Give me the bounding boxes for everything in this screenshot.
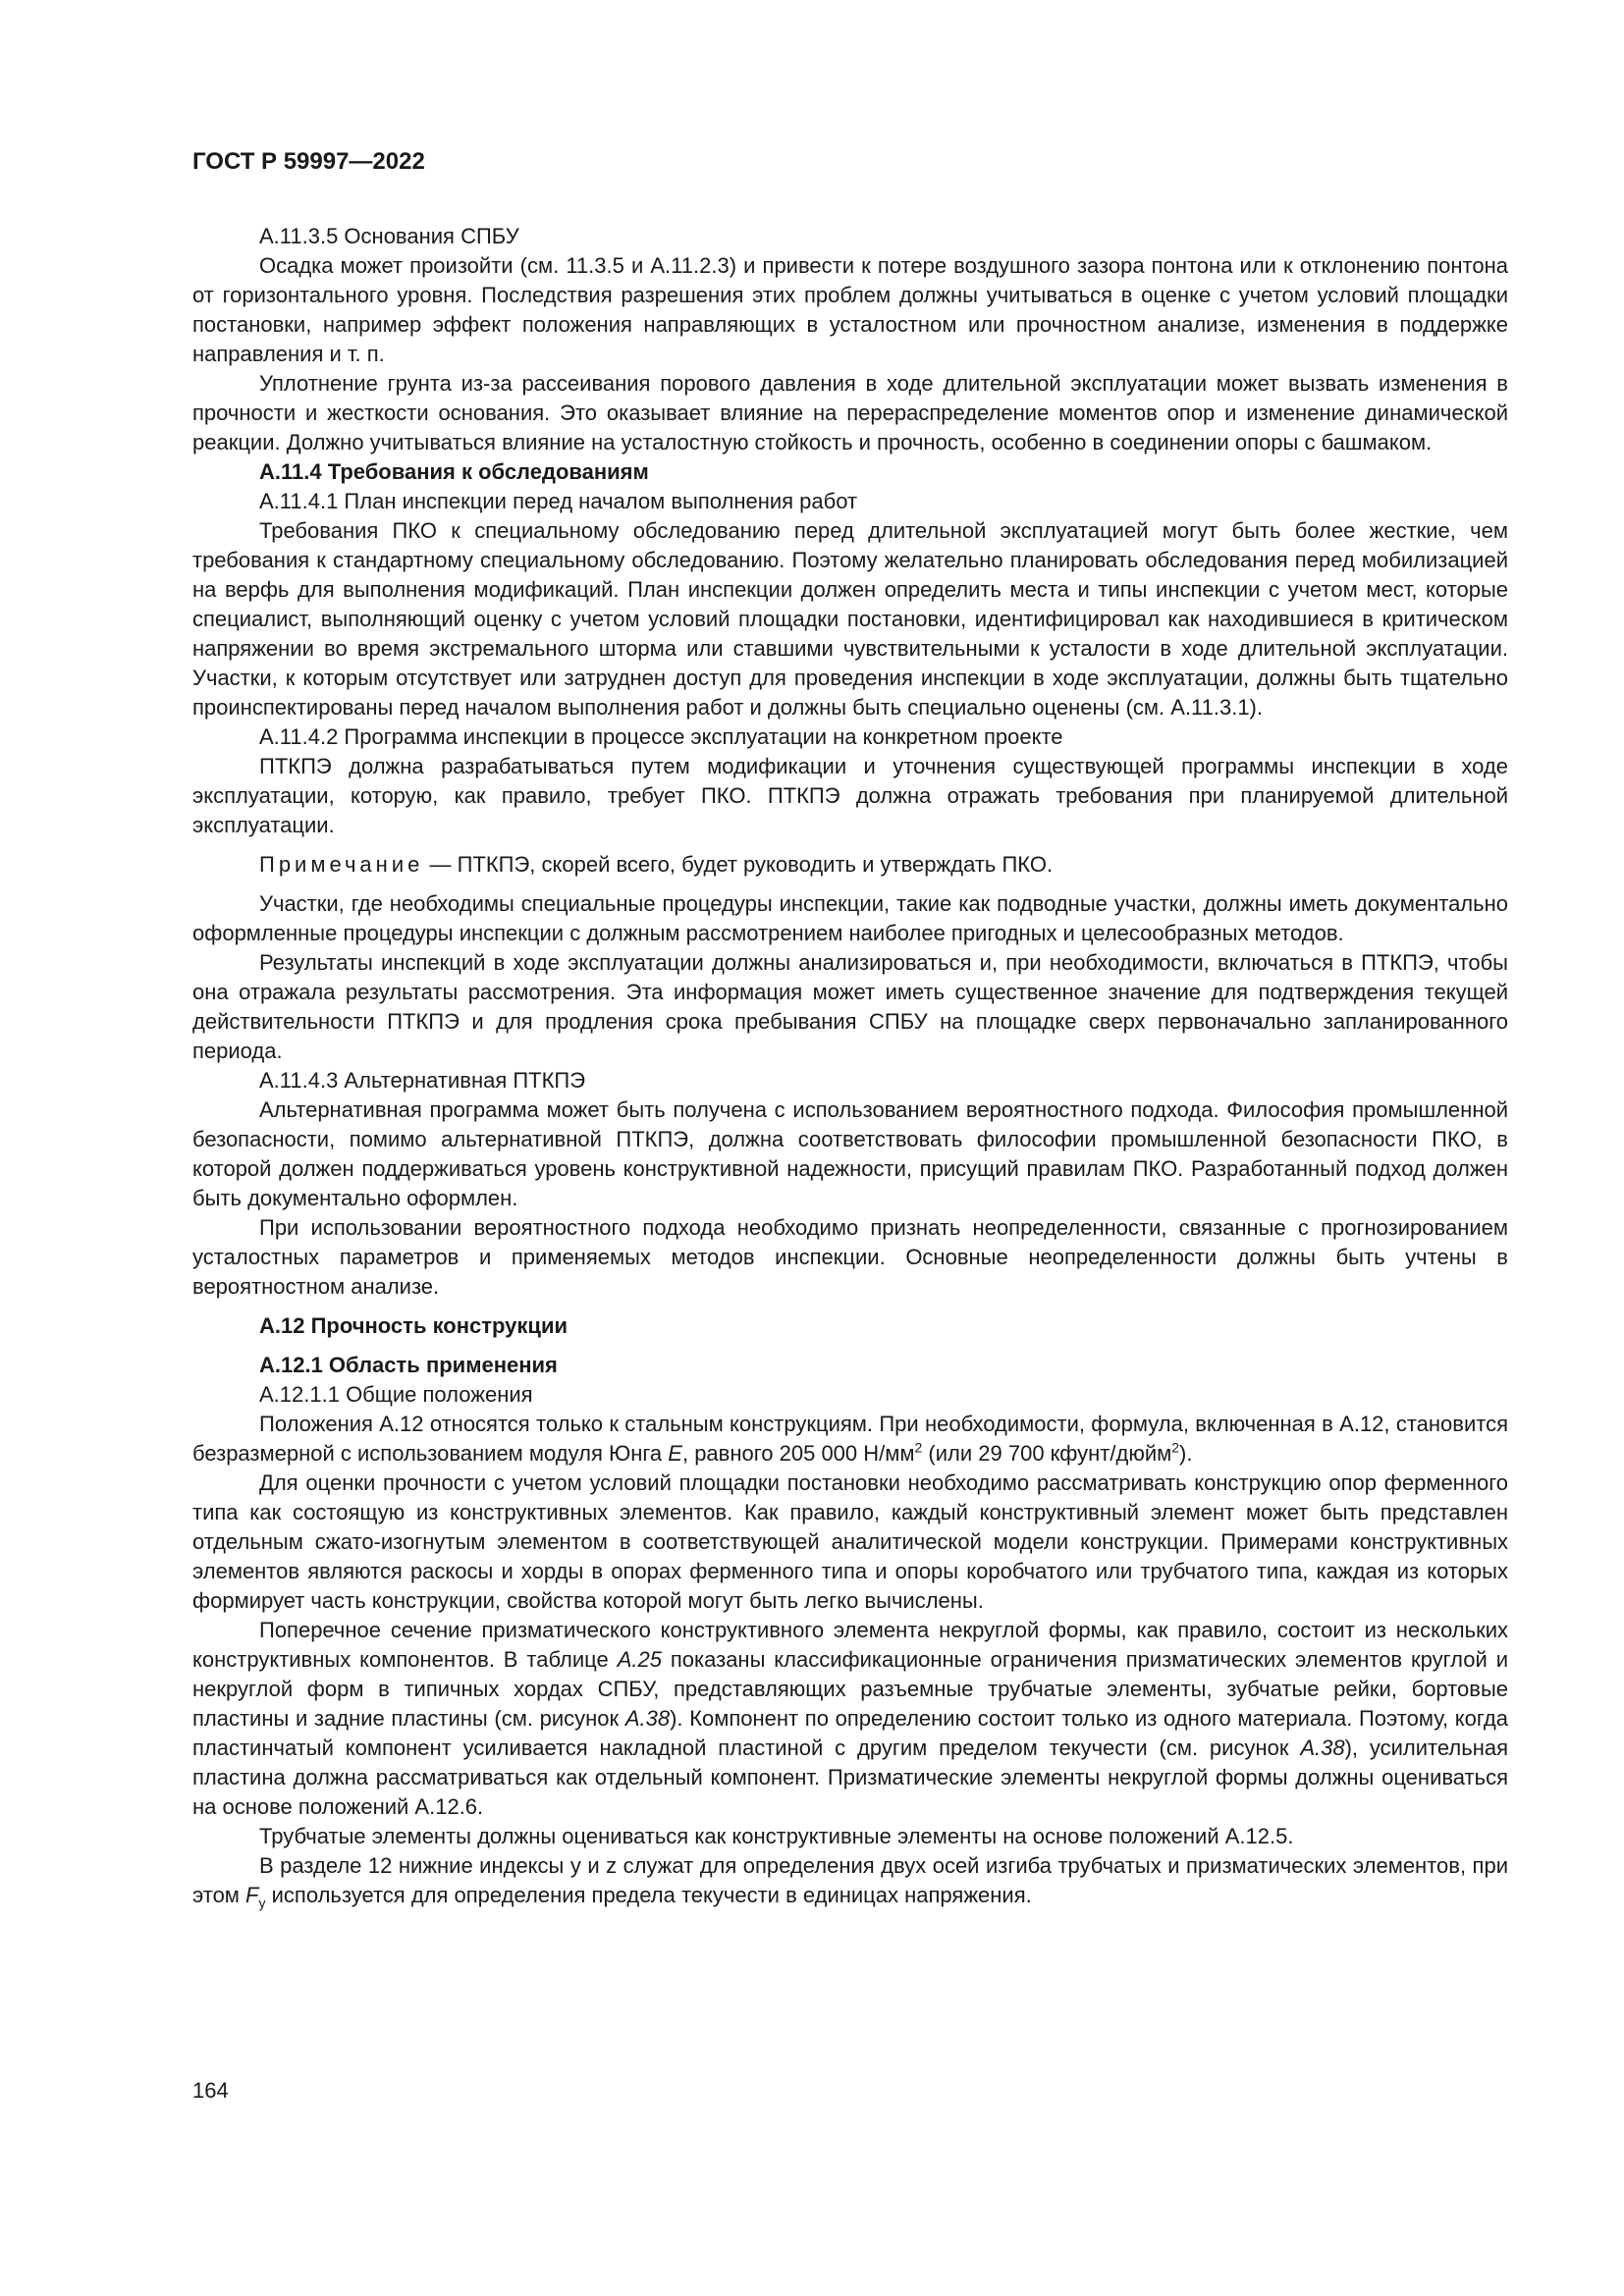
paragraph: Результаты инспекций в ходе эксплуатации должны анализироваться и, при необходимости, включаться в ПТКПЭ, чтобы она отражала результаты рассмотрения. Эта информация может иметь существенное значение для подтверждения текущей действительности ПТКПЭ и для продления срока пребывания СПБУ на площадке сверх первоначально запланированного периода.	[192, 950, 1508, 1063]
note	[192, 850, 1508, 880]
symbol-f: F	[245, 1883, 259, 1907]
section-heading-a12: А.12 Прочность конструкции	[259, 1313, 568, 1338]
figure-reference: А.38	[1300, 1735, 1345, 1760]
note-label: Примечание	[259, 852, 424, 877]
paragraph-prismatic: Поперечное сечение призматического конструктивного элемента некруглой формы, как правило, состоит из нескольких конструктивных компонентов. В таблице А.25 показаны классификационные ограничения призматических элементов круглой и некруглой форм в типичных хордах СПБУ, представляющих разъемные трубчатые элементы, зубчатые рейки, бортовые пластины и задние пластины (см. рисунок А.38). Компонент по определению состоит только из одного материала. Поэтому, когда пластинчатый компонент усиливается накладной пластиной с другим пределом текучести (см. рисунок А.38), усилительная пластина должна рассматриваться как отдельный компонент. Призматические элементы некруглой формы должны оцениваться на основе положений А.12.6.	[192, 1618, 1508, 1819]
paragraph: ПТКПЭ должна разрабатываться путем модификации и уточнения существующей программы инспекции в ходе эксплуатации, которую, как правило, требует ПКО. ПТКПЭ должна отражать требования при планируемой длительной эксплуатации.	[192, 754, 1508, 837]
paragraph: Участки, где необходимы специальные процедуры инспекции, такие как подводные участки, должны иметь документально оформленные процедуры инспекции с должным рассмотрением наиболее пригодных и целесообразных методов.	[192, 891, 1508, 945]
subsection-heading-a11-3-5: А.11.3.5 Основания СПБУ	[259, 224, 519, 248]
paragraph-a12-scope: Положения А.12 относятся только к стальным конструкциям. При необходимости, формула, включенная в А.12, становится безразмерной с использованием модуля Юнга E, равного 205 000 $Н/мм^2$ (или 29 700 кфунт/дюйм$^2$).	[192, 1412, 1508, 1466]
paragraph: Альтернативная программа может быть получена с использованием вероятностного подхода. Философия промышленной безопасности, помимо альтернативной ПТКПЭ, должна соответствовать философии промышленной безопасности ПКО, в которой должен поддерживаться уровень конструктивной надежности, присущий правилам ПКО. Разработанный подход должен быть документально оформлен.	[192, 1097, 1508, 1210]
subsection-heading-a11-4-1: А.11.4.1 План инспекции перед началом выполнения работ	[259, 489, 858, 513]
subsection-heading-a12-1-1: А.12.1.1 Общие положения	[259, 1382, 533, 1407]
paragraph: При использовании вероятностного подхода необходимо признать неопределенности, связанные с прогнозированием усталостных параметров и применяемых методов инспекции. Основные неопределенности должны быть учтены в вероятностном анализе.	[192, 1215, 1508, 1299]
subsection-heading-a11-4-2: А.11.4.2 Программа инспекции в процессе эксплуатации на конкретном проекте	[259, 724, 1063, 749]
paragraph: Требования ПКО к специальному обследованию перед длительной эксплуатацией могут быть более жесткие, чем требования к стандартному специальному обследованию. Поэтому желательно планировать обследования перед мобилизацией на верфь для выполнения модификаций. План инспекции должен определить места и типы инспекции с учетом мест, которые специалист, выполняющий оценку с учетом условий площадки постановки, идентифицировал как находившиеся в критическом напряжении во время экстремального шторма или ставшими чувствительными к усталости в ходе длительной эксплуатации. Участки, к которым отсутствует или затруднен доступ для проведения инспекции в ходе эксплуатации, должны быть тщательно проинспектированы перед началом выполнения работ и должны быть специально оценены (см. А.11.3.1).	[192, 518, 1508, 720]
section-heading-a11-4: А.11.4 Требования к обследованиям	[259, 459, 649, 484]
paragraph-indices: В разделе 12 нижние индексы y и z служат для определения двух осей изгиба трубчатых и призматических элементов, при этом $F_y$ используется для определения предела текучести в единицах напряжения.	[192, 1853, 1508, 1911]
note-text: — ПТКПЭ, скорей всего, будет руководить и утверждать ПКО.	[423, 852, 1054, 877]
document-code-header: ГОСТ Р 59997—2022	[192, 148, 425, 175]
paragraph-tubular: Трубчатые элементы должны оцениваться как конструктивные элементы на основе положений А.12.5.	[259, 1824, 1294, 1848]
symbol-e: E	[668, 1441, 682, 1466]
subsection-heading-a11-4-3: А.11.4.3 Альтернативная ПТКПЭ	[259, 1068, 586, 1093]
section-heading-a12-1: А.12.1 Область применения	[259, 1353, 558, 1377]
page-number: 164	[192, 2078, 229, 2103]
figure-reference: А.38	[624, 1706, 671, 1731]
paragraph: Осадка может произойти (см. 11.3.5 и А.11.2.3) и привести к потере воздушного зазора понтона или к отклонению понтона от горизонтального уровня. Последствия разрешения этих проблем должны учитываться в оценке с учетом условий площадки постановки, например эффект положения направляющих в усталостном или прочностном анализе, изменения в поддержке направления и т. п.	[192, 253, 1508, 366]
table-reference: А.25	[617, 1647, 662, 1672]
paragraph: Уплотнение грунта из-за рассеивания порового давления в ходе длительной эксплуатации может вызвать изменения в прочности и жесткости основания. Это оказывает влияние на перераспределение моментов опор и изменение динамической реакции. Должно учитываться влияние на усталостную стойкость и прочность, особенно в соединении опоры с башмаком.	[192, 371, 1508, 454]
document-body	[192, 222, 1508, 1910]
paragraph: Для оценки прочности с учетом условий площадки постановки необходимо рассматривать конструкцию опор ферменного типа как состоящую из конструктивных элементов. Как правило, каждый конструктивный элемент может быть представлен отдельным сжато-изогнутым элементом в соответствующей аналитической модели конструкции. Примерами конструктивных элементов являются раскосы и хорды в опорах ферменного типа и опоры коробчатого или трубчатого типа, каждая из которых формирует часть конструкции, свойства которой могут быть легко вычислены.	[192, 1470, 1508, 1613]
